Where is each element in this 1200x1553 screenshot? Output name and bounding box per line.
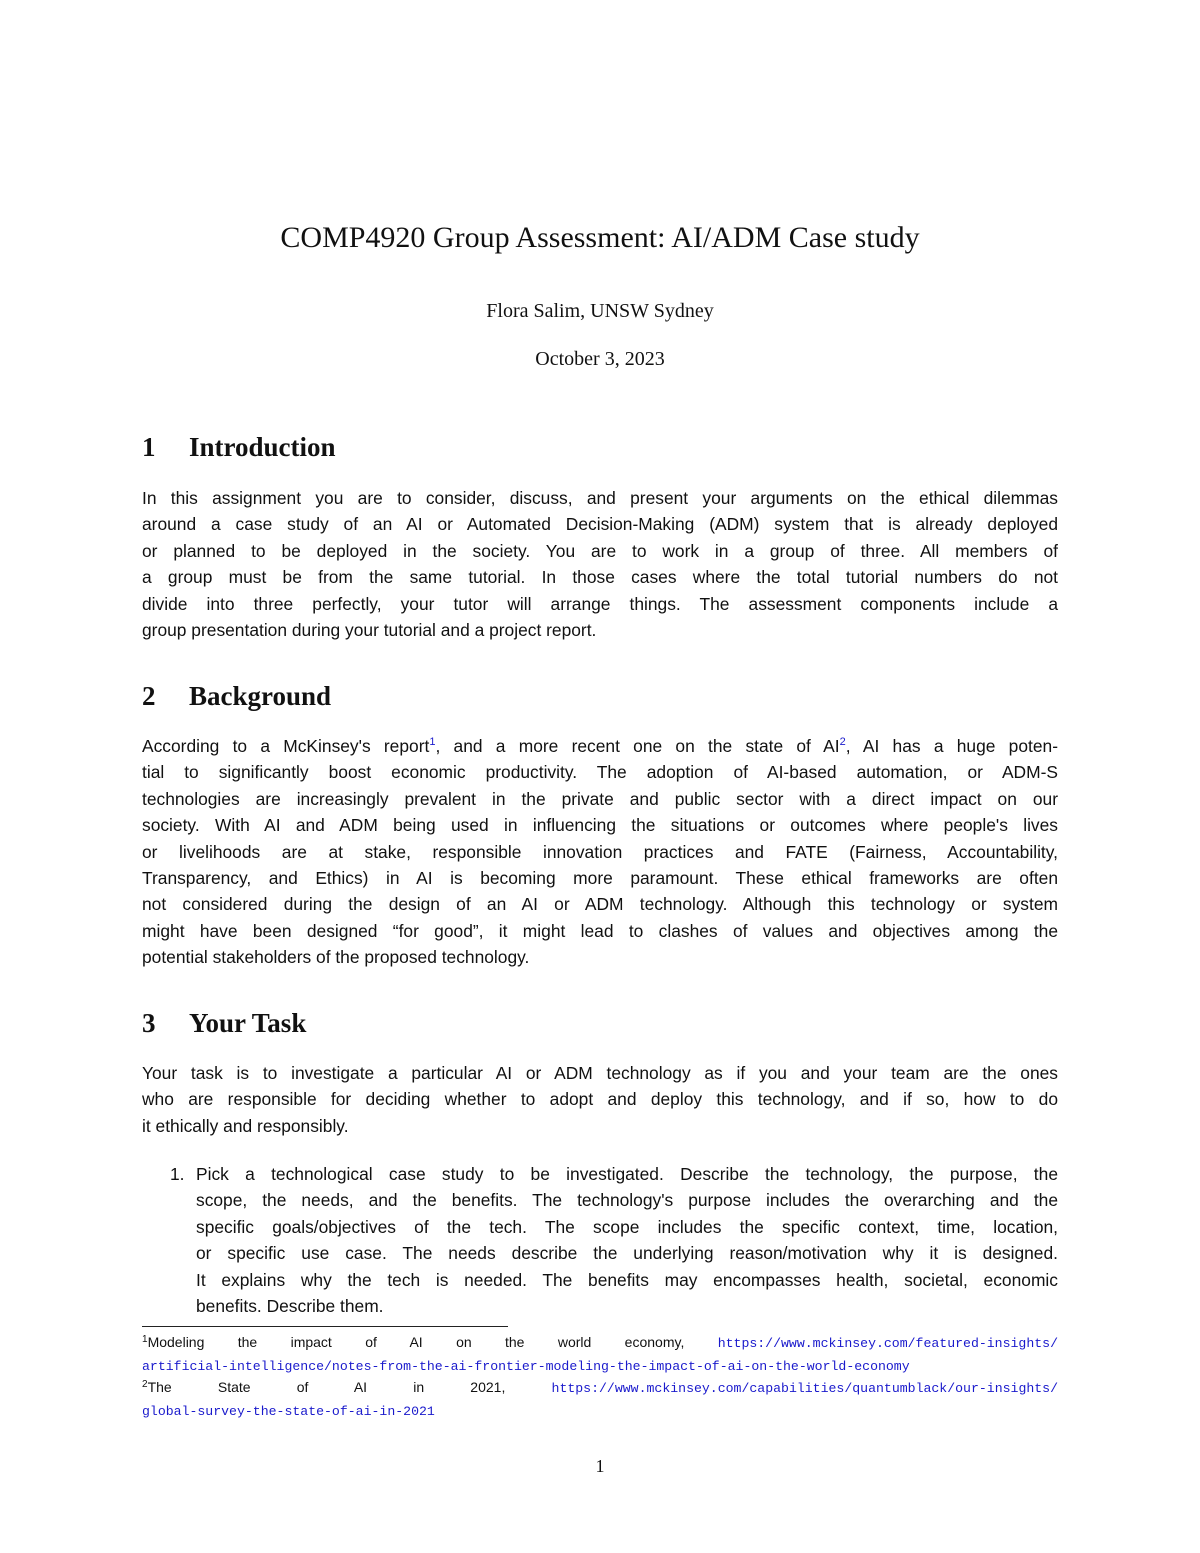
- list-item-body: [196, 1161, 1058, 1319]
- footnote-2-line: [142, 1377, 1058, 1400]
- footnote-2-link[interactable]: global-survey-the-state-of-ai-in-2021: [142, 1403, 435, 1419]
- section-heading-background: [142, 679, 1058, 713]
- paragraph-your-task: [142, 1060, 1058, 1139]
- footnote-text: The State of AI in 2021,: [147, 1379, 506, 1395]
- section-number: 2: [142, 681, 156, 711]
- footnote-1-link[interactable]: artificial-intelligence/notes-from-the-ai-frontier-modeling-the-impact-of-ai-on-the-world-economy: [142, 1358, 910, 1374]
- text-line: Pick a technological case study to be investigated. Describe the technology, the purpose, the: [196, 1164, 1058, 1184]
- text-fragment: , AI has a huge poten-: [845, 736, 1058, 756]
- footnote-number: 2: [142, 1379, 148, 1390]
- text-line: might have been designed “for good”, it might lead to clashes of values and objectives among the: [142, 920, 1058, 941]
- text-line: [142, 733, 1058, 759]
- section-title: Background: [189, 681, 332, 711]
- footnote-divider: [142, 1326, 508, 1327]
- text-line: who are responsible for deciding whether to adopt and deploy this technology, and if so, how to do: [142, 1089, 1058, 1110]
- text-line: a group must be from the same tutorial. In those cases where the total tutorial numbers do not: [142, 567, 1058, 588]
- footnote-ref-2[interactable]: 2: [839, 736, 846, 748]
- text-line: scope, the needs, and the benefits. The technology's purpose includes the overarching and the: [196, 1190, 1058, 1211]
- text-line: or livelihoods are at stake, responsible innovation practices and FATE (Fairness, Accountability,: [142, 841, 1058, 862]
- footnote-2-line: [142, 1400, 1058, 1423]
- section-title: Introduction: [189, 432, 336, 462]
- text-line: It explains why the tech is needed. The benefits may encompasses health, societal, economic: [196, 1269, 1058, 1290]
- text-line: technologies are increasingly prevalent in the private and public sector with a direct impact on our: [142, 788, 1058, 809]
- document-date: October 3, 2023: [535, 348, 665, 370]
- list-marker: 1.: [170, 1164, 185, 1184]
- section-number: 3: [142, 1008, 156, 1038]
- text-line: around a case study of an AI or Automated Decision-Making (ADM) system that is already deployed: [142, 514, 1058, 535]
- text-line: benefits. Describe them.: [196, 1296, 384, 1317]
- section-heading-introduction: [142, 430, 1058, 464]
- footnote-1-line: [142, 1355, 1058, 1378]
- section-title: Your Task: [189, 1008, 307, 1038]
- document-title: COMP4920 Group Assessment: AI/ADM Case study: [280, 221, 920, 254]
- text-line: specific goals/objectives of the tech. The scope includes the specific context, time, location,: [196, 1216, 1058, 1237]
- text-line: divide into three perfectly, your tutor will arrange things. The assessment components include a: [142, 593, 1058, 614]
- section-number: 1: [142, 432, 156, 462]
- text-line: Transparency, and Ethics) in AI is becoming more paramount. These ethical frameworks are often: [142, 868, 1058, 889]
- footnote-1-line: [142, 1332, 1058, 1355]
- text-line: or specific use case. The needs describe the underlying reason/motivation why it is designed.: [196, 1243, 1058, 1264]
- text-line: potential stakeholders of the proposed technology.: [142, 947, 530, 968]
- text-line: Your task is to investigate a particular AI or ADM technology as if you and your team are the ones: [142, 1063, 1058, 1083]
- footnote-text: Modeling the impact of AI on the world economy,: [147, 1334, 685, 1350]
- text-line: it ethically and responsibly.: [142, 1115, 349, 1136]
- page-number: 1: [595, 1456, 605, 1476]
- footnote-ref-1[interactable]: 1: [429, 736, 436, 748]
- footnotes: [142, 1332, 1058, 1422]
- paragraph-background: [142, 733, 1058, 971]
- text-line: or planned to be deployed in the society. You are to work in a group of three. All members of: [142, 540, 1058, 561]
- text-fragment: , and a more recent one on the state of AI: [435, 736, 840, 756]
- paragraph-introduction: [142, 485, 1058, 643]
- text-line: not considered during the design of an AI or ADM technology. Although this technology or system: [142, 894, 1058, 915]
- footnote-2-link[interactable]: https://www.mckinsey.com/capabilities/quantumblack/our-insights/: [551, 1381, 1059, 1396]
- footnote-number: 1: [142, 1334, 148, 1345]
- text-line: tial to significantly boost economic productivity. The adoption of AI-based automation, or ADM-S: [142, 762, 1058, 783]
- footnote-1-link[interactable]: https://www.mckinsey.com/featured-insights/: [717, 1336, 1058, 1351]
- document-author: Flora Salim, UNSW Sydney: [486, 300, 714, 322]
- text-line: society. With AI and ADM being used in influencing the situations or outcomes where people's lives: [142, 815, 1058, 836]
- text-line: In this assignment you are to consider, discuss, and present your arguments on the ethical dilemmas: [142, 488, 1058, 508]
- text-fragment: According to a McKinsey's report: [142, 736, 430, 756]
- section-heading-your-task: [142, 1006, 1058, 1040]
- text-line: group presentation during your tutorial and a project report.: [142, 620, 597, 641]
